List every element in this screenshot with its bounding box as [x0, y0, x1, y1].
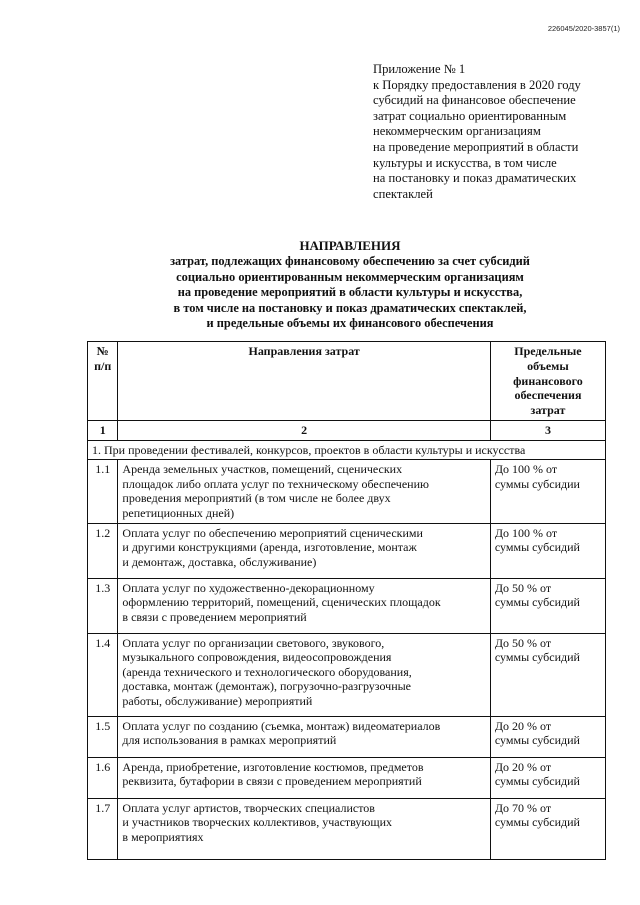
row-limit-line: суммы субсидий [494, 540, 580, 555]
row-text-line: Оплата услуг по обеспечению мероприятий сценическими [122, 525, 423, 540]
heading-line: в том числе на постановку и показ драматических спектаклей, [173, 300, 527, 315]
row-number: 1.5 [88, 716, 118, 757]
row-number: 1.4 [88, 633, 118, 716]
appendix-line: субсидий на финансовое обеспечение [373, 93, 576, 108]
row-text-line: Аренда, приобретение, изготовление костюмов, предметов [122, 759, 424, 774]
header-number-symbol: № [96, 344, 109, 358]
row-text-line: проведения мероприятий (в том числе не более двух [122, 491, 391, 506]
column-number: 3 [490, 420, 605, 440]
appendix-line: некоммерческим организациям [373, 124, 541, 139]
appendix-line: к Порядку предоставления в 2020 году [373, 77, 581, 92]
section-title: 1. При проведении фестивалей, конкурсов, проектов в области культуры и искусства [88, 440, 606, 460]
row-limit-line: До 20 % от [494, 718, 552, 733]
row-text-line: и участников творческих коллективов, участвующих [122, 815, 393, 830]
row-direction [118, 757, 490, 798]
heading-title: НАПРАВЛЕНИЯ [299, 238, 401, 253]
row-limit-line: суммы субсидий [494, 815, 580, 830]
row-direction [118, 578, 490, 633]
header-number [88, 342, 118, 421]
header-limit-line: обеспечения [514, 388, 582, 403]
row-text-line: и другими конструкциями (аренда, изготовление, монтаж [122, 540, 417, 555]
document-heading [80, 238, 620, 332]
row-limit-line: суммы субсидии [494, 476, 580, 491]
table-row [88, 757, 606, 798]
table-row [88, 523, 606, 578]
table-row [88, 578, 606, 633]
heading-line: и предельные объемы их финансового обеспечения [206, 316, 494, 331]
row-text-line: в мероприятиях [122, 829, 204, 844]
row-text-line: репетиционных дней) [122, 505, 235, 520]
row-number: 1.3 [88, 578, 118, 633]
row-limit-line: До 100 % от [494, 462, 558, 477]
row-number: 1.2 [88, 523, 118, 578]
row-direction [118, 523, 490, 578]
row-limit-line: суммы субсидий [494, 774, 580, 789]
header-limit-line: затрат [530, 403, 566, 418]
header-number-label: п/п [94, 358, 112, 373]
row-number: 1.6 [88, 757, 118, 798]
header-limit-line: финансового [513, 373, 583, 388]
row-limit [490, 460, 605, 523]
row-limit [490, 716, 605, 757]
row-limit-line: суммы субсидий [494, 595, 580, 610]
row-limit-line: До 20 % от [494, 759, 552, 774]
row-text-line: Оплата услуг по организации светового, звукового, [122, 635, 385, 650]
appendix-line: культуры и искусства, в том числе [373, 155, 557, 170]
row-limit [490, 798, 605, 859]
table-row [88, 633, 606, 716]
row-limit [490, 757, 605, 798]
row-number: 1.1 [88, 460, 118, 523]
row-direction [118, 798, 490, 859]
appendix-line: на проведение мероприятий в области [373, 139, 579, 154]
heading-line: на проведение мероприятий в области культуры и искусства, [177, 285, 523, 300]
appendix-line: на постановку и показ драматических [373, 171, 577, 186]
row-text-line: и демонтаж, доставка, обслуживание) [122, 554, 317, 569]
row-text-line: Оплата услуг по созданию (съемка, монтаж) видеоматериалов [122, 718, 441, 733]
row-limit-line: суммы субсидий [494, 650, 580, 665]
appendix-line: затрат социально ориентированным [373, 108, 567, 123]
row-limit [490, 633, 605, 716]
heading-line: затрат, подлежащих финансовому обеспечению за счет субсидий [170, 254, 530, 268]
section-row [88, 440, 606, 460]
document-id: 226045/2020-3857(1) [547, 24, 620, 33]
row-direction [118, 460, 490, 523]
row-text-line: музыкального сопровождения, видеосопровождения [122, 650, 392, 665]
row-text-line: оформлению территорий, помещений, сценических площадок [122, 595, 441, 610]
row-direction [118, 716, 490, 757]
row-text-line: для использования в рамках мероприятий [122, 733, 337, 748]
row-limit [490, 578, 605, 633]
appendix-note [373, 62, 628, 202]
row-limit-line: До 50 % от [494, 635, 552, 650]
header-limit [490, 342, 605, 421]
row-direction [118, 633, 490, 716]
row-text-line: площадок либо оплата услуг по техническому обеспечению [122, 476, 429, 491]
row-text-line: в связи с проведением мероприятий [122, 609, 307, 624]
row-limit-line: До 50 % от [494, 580, 552, 595]
header-limit-line: объемы [527, 358, 569, 373]
row-limit-line: До 70 % от [494, 800, 552, 815]
column-numbers-row [88, 420, 606, 440]
row-limit-line: суммы субсидий [494, 733, 580, 748]
row-limit [490, 523, 605, 578]
row-text-line: работы, обслуживание) мероприятий [122, 693, 313, 708]
row-text-line: Аренда земельных участков, помещений, сценических [122, 462, 403, 477]
row-text-line: (аренда технического и технологического оборудования, [122, 664, 412, 679]
row-text-line: Оплата услуг артистов, творческих специалистов [122, 800, 375, 815]
row-text-line: доставка, монтаж (демонтаж), погрузочно-разгрузочные [122, 679, 411, 694]
row-text-line: реквизита, бутафории в связи с проведением мероприятий [122, 774, 422, 789]
heading-subtitle [80, 254, 620, 332]
row-text-line: Оплата услуг по художественно-декорационному [122, 580, 375, 595]
appendix-line: Приложение № 1 [373, 62, 466, 76]
header-direction: Направления затрат [118, 342, 490, 421]
heading-line: социально ориентированным некоммерческим организациям [176, 269, 524, 284]
header-limit-line: Предельные [514, 344, 582, 358]
column-number: 1 [88, 420, 118, 440]
table-row [88, 798, 606, 859]
table-header-row [88, 342, 606, 421]
cost-directions-table [87, 341, 606, 860]
row-limit-line: До 100 % от [494, 525, 558, 540]
table-row [88, 716, 606, 757]
column-number: 2 [118, 420, 490, 440]
appendix-line: спектаклей [373, 186, 433, 201]
row-number: 1.7 [88, 798, 118, 859]
table-row [88, 460, 606, 523]
